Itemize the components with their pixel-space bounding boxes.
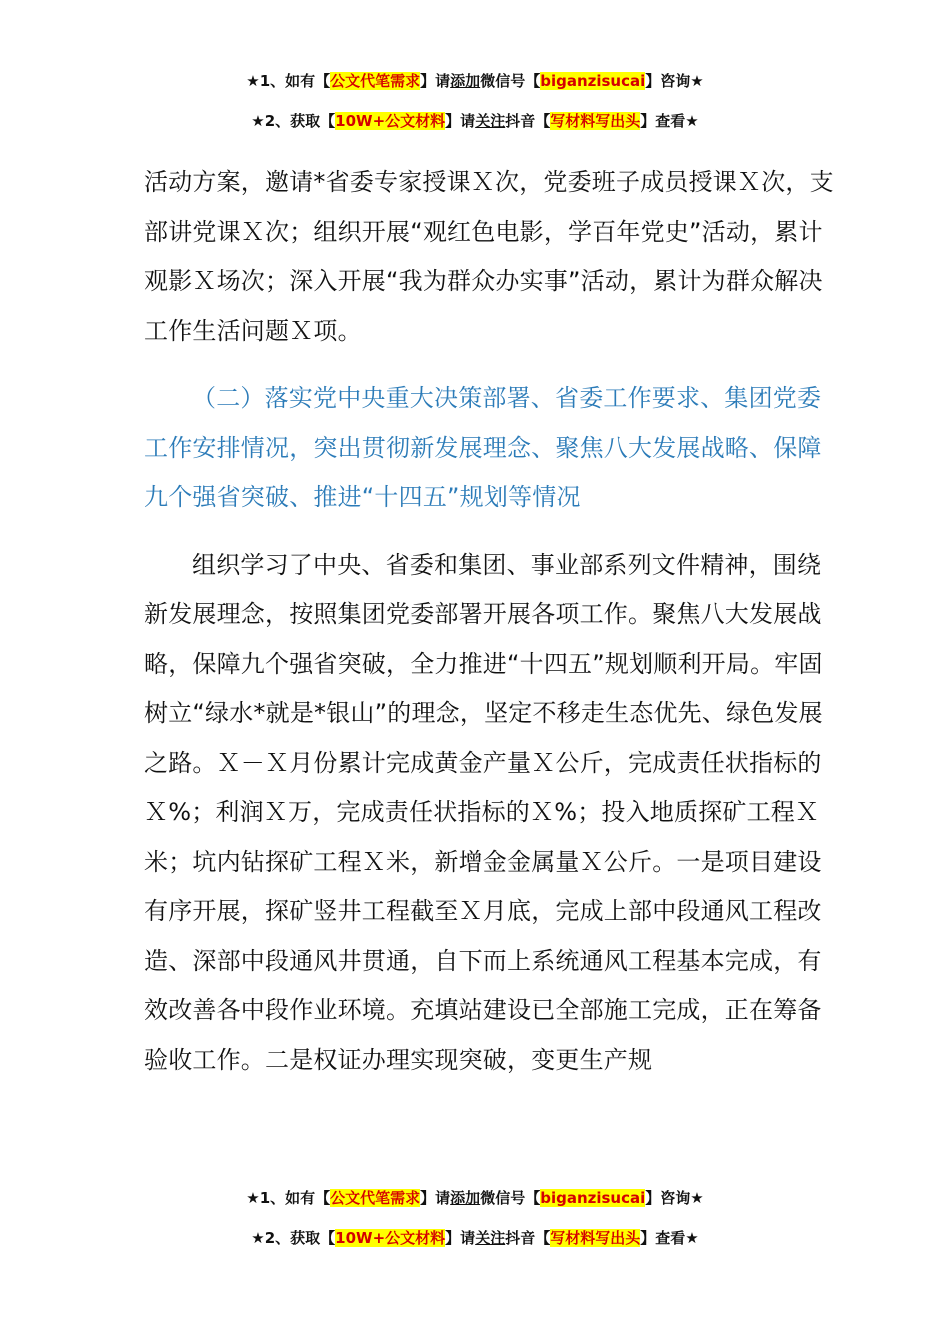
highlight-ghostwriting: 公文代笔需求	[330, 1189, 421, 1207]
highlight-wechat-id: biganzisucai	[540, 72, 646, 90]
banner-text: 】请	[420, 1189, 451, 1207]
underlined-follow: 关注	[475, 112, 506, 130]
star-icon: ★	[246, 72, 260, 90]
highlight-materials: 10W+公文材料	[335, 1229, 446, 1247]
section-heading-2: （二）落实党中央重大决策部署、省委工作要求、集团党委工作安排情况，突出贯彻新发展理念、聚焦八大发展战略、保障九个强省突破、推进“十四五”规划等情况	[144, 384, 822, 511]
top-banner-line-1	[0, 70, 950, 92]
highlight-wechat-id: biganzisucai	[540, 1189, 646, 1207]
banner-text: 2、获取【	[264, 1229, 336, 1247]
banner-text: 】请	[420, 72, 451, 90]
banner-text: 】查看	[640, 112, 686, 130]
star-icon: ★	[251, 1229, 265, 1247]
star-icon: ★	[690, 72, 704, 90]
bottom-banner-line-2	[0, 1227, 950, 1249]
highlight-douyin-account: 写材料写出头	[550, 112, 641, 130]
banner-text: 】咨询	[645, 1189, 691, 1207]
star-icon: ★	[685, 1229, 699, 1247]
underlined-add: 添加	[450, 1189, 481, 1207]
paragraph-activities: 活动方案，邀请*省委专家授课Ｘ次，党委班子成员授课Ｘ次，支部讲党课Ｘ次；组织开展“观红色电影，学百年党史”活动，累计观影Ｘ场次；深入开展“我为群众办实事”活动，累计为群众解决工作生活问题Ｘ项。	[144, 168, 834, 345]
bottom-banner-line-1	[0, 1187, 950, 1209]
star-icon: ★	[690, 1189, 704, 1207]
star-icon: ★	[251, 112, 265, 130]
banner-text: 微信号【	[480, 72, 541, 90]
banner-text: 】查看	[640, 1229, 686, 1247]
star-icon: ★	[685, 112, 699, 130]
banner-text: 抖音【	[505, 112, 551, 130]
star-icon: ★	[246, 1189, 260, 1207]
document-body	[144, 158, 834, 1085]
highlight-douyin-account: 写材料写出头	[550, 1229, 641, 1247]
banner-text: 2、获取【	[264, 112, 336, 130]
banner-text: 抖音【	[505, 1229, 551, 1247]
banner-text: 1、如有【	[259, 1189, 331, 1207]
underlined-follow: 关注	[475, 1229, 506, 1247]
underlined-add: 添加	[450, 72, 481, 90]
banner-text: 】请	[445, 1229, 476, 1247]
highlight-ghostwriting: 公文代笔需求	[330, 72, 421, 90]
top-banner-line-2	[0, 110, 950, 132]
paragraph-implementation: 组织学习了中央、省委和集团、事业部系列文件精神，围绕新发展理念，按照集团党委部署开展各项工作。聚焦八大发展战略，保障九个强省突破，全力推进“十四五”规划顺利开局。牢固树立“绿水*就是*银山”的理念，坚定不移走生态优先、绿色发展之路。Ｘ－Ｘ月份累计完成黄金产量Ｘ公斤，完成责任状指标的Ｘ%；利润Ｘ万，完成责任状指标的Ｘ%；投入地质探矿工程Ｘ米；坑内钻探矿工程Ｘ米，新增金金属量Ｘ公斤。一是项目建设有序开展，探矿竖井工程截至Ｘ月底，完成上部中段通风工程改造、深部中段通风井贯通，自下而上系统通风工程基本完成，有效改善各中段作业环境。充填站建设已全部施工完成，正在筹备验收工作。二是权证办理实现突破，变更生产规	[144, 550, 823, 1074]
banner-text: 微信号【	[480, 1189, 541, 1207]
banner-text: 1、如有【	[259, 72, 331, 90]
highlight-materials: 10W+公文材料	[335, 112, 446, 130]
banner-text: 】请	[445, 112, 476, 130]
banner-text: 】咨询	[645, 72, 691, 90]
